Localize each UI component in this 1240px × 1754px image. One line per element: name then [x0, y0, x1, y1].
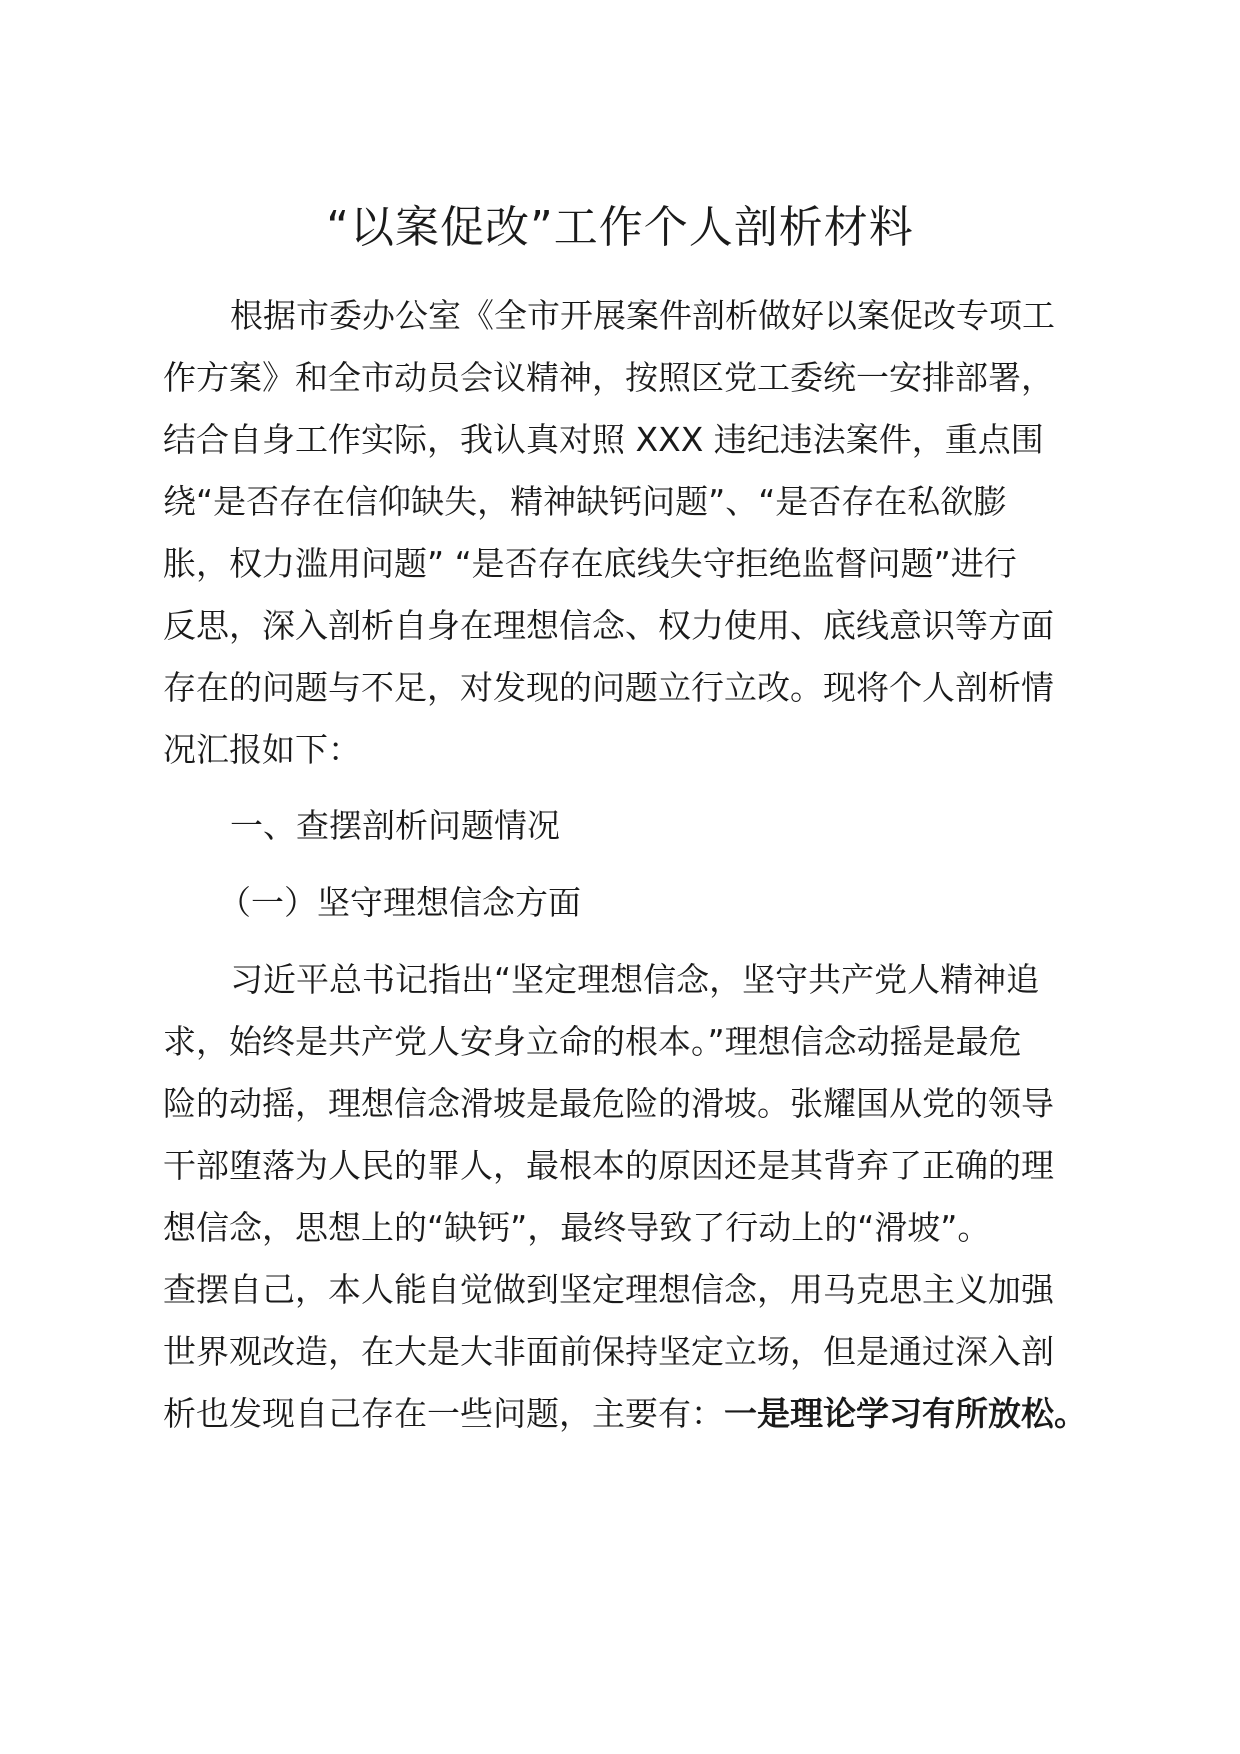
subsection-heading: （一）坚守理想信念方面	[218, 883, 581, 922]
intro-line-3: 结合自身工作实际，我认真对照 XXX 违纪违法案件，重点围	[163, 420, 1044, 459]
body-line-8-bold: 一是理论学习有所放松。	[724, 1394, 1087, 1433]
intro-line-5: 胀，权力滥用问题” “是否存在底线失守拒绝监督问题”进行	[163, 544, 1017, 583]
body-line-4: 干部堕落为人民的罪人，最根本的原因还是其背弃了正确的理	[163, 1146, 1054, 1185]
body-line-8-regular: 析也发现自己存在一些问题，主要有：	[163, 1394, 724, 1433]
section-heading: 一、查摆剖析问题情况	[230, 806, 560, 845]
intro-line-6: 反思，深入剖析自身在理想信念、权力使用、底线意识等方面	[163, 606, 1054, 645]
body-line-7: 世界观改造，在大是大非面前保持坚定立场，但是通过深入剖	[163, 1332, 1054, 1371]
intro-line-2: 作方案》和全市动员会议精神，按照区党工委统一安排部署，	[163, 358, 1054, 397]
body-line-3: 险的动摇，理想信念滑坡是最危险的滑坡。张耀国从党的领导	[163, 1084, 1054, 1123]
body-line-8	[163, 1389, 1087, 1439]
intro-line-8: 况汇报如下：	[163, 730, 361, 769]
body-line-5: 想信念，思想上的“缺钙”，最终导致了行动上的“滑坡”。	[163, 1208, 991, 1247]
body-line-1: 习近平总书记指出“坚定理想信念，坚守共产党人精神追	[230, 960, 1040, 999]
body-line-2: 求，始终是共产党人安身立命的根本。”理想信念动摇是最危	[163, 1022, 1022, 1061]
intro-line-1: 根据市委办公室《全市开展案件剖析做好以案促改专项工	[230, 296, 1055, 335]
intro-line-7: 存在的问题与不足，对发现的问题立行立改。现将个人剖析情	[163, 668, 1054, 707]
body-line-6: 查摆自己，本人能自觉做到坚定理想信念，用马克思主义加强	[163, 1270, 1054, 1309]
intro-line-4: 绕“是否存在信仰缺失，精神缺钙问题”、“是否存在私欲膨	[163, 482, 1007, 521]
document-title: “以案促改”工作个人剖析材料	[326, 202, 914, 253]
